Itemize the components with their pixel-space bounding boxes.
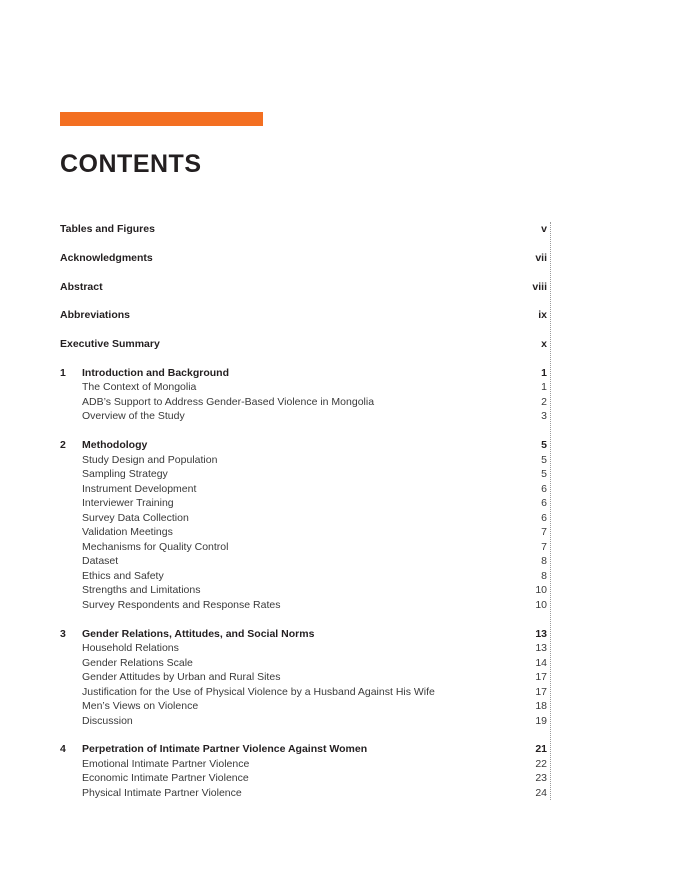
dotted-rule [550, 222, 551, 800]
toc-section[interactable] [60, 757, 548, 772]
section-title: Strengths and Limitations [82, 584, 201, 597]
spacer [60, 612, 548, 626]
toc-entry-page: 5 [541, 468, 547, 481]
toc-entry-abbreviations[interactable] [60, 308, 548, 323]
section-title: Emotional Intimate Partner Violence [82, 757, 250, 770]
toc-section[interactable] [60, 380, 548, 395]
toc-entry-page: 8 [541, 569, 547, 582]
toc-entry-page: 7 [541, 526, 547, 539]
chapter-number: 4 [60, 743, 66, 756]
chapter-title: Gender Relations, Attitudes, and Social Norms [82, 627, 315, 640]
section-title: Survey Respondents and Response Rates [82, 598, 281, 611]
toc-entry-acknowledgments[interactable] [60, 251, 548, 266]
toc-entry-tables-and-figures[interactable] [60, 222, 548, 237]
section-title: Gender Attitudes by Urban and Rural Sites [82, 671, 281, 684]
toc-entry-label: Abbreviations [60, 309, 131, 322]
toc-section[interactable] [60, 554, 548, 569]
spacer [60, 728, 548, 742]
toc-entry-page: 7 [541, 540, 547, 553]
toc-section[interactable] [60, 467, 548, 482]
chapter-number: 1 [60, 366, 66, 379]
toc-section[interactable] [60, 511, 548, 526]
section-title: Interviewer Training [82, 497, 174, 510]
chapter-number: 3 [60, 627, 66, 640]
toc-chapter-1[interactable] [60, 366, 548, 381]
toc-section[interactable] [60, 583, 548, 598]
toc-section[interactable] [60, 540, 548, 555]
toc-section[interactable] [60, 453, 548, 468]
toc-section[interactable] [60, 786, 548, 801]
toc-entry-page: 5 [541, 439, 547, 452]
section-title: Physical Intimate Partner Violence [82, 786, 242, 799]
section-title: Survey Data Collection [82, 511, 189, 524]
toc-section[interactable] [60, 699, 548, 714]
toc-entry-page: 1 [541, 366, 547, 379]
toc-entry-executive-summary[interactable] [60, 337, 548, 352]
toc-section[interactable] [60, 395, 548, 410]
toc-entry-page: 14 [535, 656, 547, 669]
toc-entry-page: v [541, 223, 547, 235]
toc-entry-page: 6 [541, 482, 547, 495]
toc-section[interactable] [60, 525, 548, 540]
toc-entry-label: Tables and Figures [60, 223, 155, 235]
toc-entry-page: 10 [535, 598, 547, 611]
toc-entry-abstract[interactable] [60, 280, 548, 295]
toc-entry-page: 13 [535, 642, 547, 655]
toc-section[interactable] [60, 714, 548, 729]
spacer [60, 424, 548, 438]
toc-entry-page: 3 [541, 410, 547, 423]
toc-entry-page: ix [538, 309, 547, 322]
section-title: Discussion [82, 714, 133, 727]
page-title: CONTENTS [60, 150, 202, 178]
section-title: Overview of the Study [82, 410, 185, 423]
toc-entry-label: Abstract [60, 280, 103, 293]
toc-entry-page: 2 [541, 395, 547, 408]
section-title: Economic Intimate Partner Violence [82, 772, 249, 785]
toc-entry-page: 22 [535, 757, 547, 770]
toc-entry-label: Executive Summary [60, 338, 160, 351]
section-title: Dataset [82, 555, 119, 568]
toc-entry-page: 24 [535, 786, 547, 799]
toc-section[interactable] [60, 482, 548, 497]
toc-section[interactable] [60, 771, 548, 786]
toc-chapter-3[interactable] [60, 627, 548, 642]
section-title: Men’s Views on Violence [82, 700, 199, 713]
toc-entry-page: x [541, 338, 547, 351]
chapter-title: Methodology [82, 439, 148, 452]
toc-entry-page: 1 [541, 381, 547, 394]
chapter-title: Introduction and Background [82, 366, 229, 379]
table-of-contents [60, 222, 548, 800]
toc-section[interactable] [60, 598, 548, 613]
toc-entry-page: 21 [535, 743, 547, 756]
toc-chapter-4[interactable] [60, 742, 548, 757]
chapter-number: 2 [60, 439, 66, 452]
toc-entry-page: 17 [535, 671, 547, 684]
toc-section[interactable] [60, 496, 548, 511]
section-title: Household Relations [82, 642, 179, 655]
toc-section[interactable] [60, 670, 548, 685]
toc-section[interactable] [60, 641, 548, 656]
section-title: Sampling Strategy [82, 468, 168, 481]
toc-entry-page: 6 [541, 511, 547, 524]
section-title: Gender Relations Scale [82, 656, 193, 669]
toc-entry-page: 18 [535, 700, 547, 713]
toc-section[interactable] [60, 685, 548, 700]
toc-entry-page: 17 [535, 685, 547, 698]
section-title: Justification for the Use of Physical Violence by a Husband Against His Wife [82, 685, 435, 698]
section-title: ADB’s Support to Address Gender-Based Violence in Mongolia [82, 395, 375, 408]
toc-entry-label: Acknowledgments [60, 251, 153, 264]
toc-entry-page: 8 [541, 555, 547, 568]
toc-section[interactable] [60, 656, 548, 671]
section-title: Mechanisms for Quality Control [82, 540, 229, 553]
toc-entry-page: 6 [541, 497, 547, 510]
toc-entry-page: 13 [535, 627, 547, 640]
section-title: Validation Meetings [82, 526, 173, 539]
chapter-title: Perpetration of Intimate Partner Violence Against Women [82, 743, 368, 756]
section-title: The Context of Mongolia [82, 381, 197, 394]
toc-section[interactable] [60, 569, 548, 584]
toc-entry-page: viii [532, 280, 547, 293]
toc-chapter-2[interactable] [60, 438, 548, 453]
section-title: Study Design and Population [82, 453, 218, 466]
toc-entry-page: 5 [541, 453, 547, 466]
section-title: Instrument Development [82, 482, 197, 495]
toc-entry-page: 19 [535, 714, 547, 727]
toc-entry-page: vii [535, 251, 547, 264]
toc-entry-page: 10 [535, 584, 547, 597]
toc-entry-page: 23 [535, 772, 547, 785]
toc-section[interactable] [60, 409, 548, 424]
accent-bar [60, 112, 263, 126]
section-title: Ethics and Safety [82, 569, 164, 582]
